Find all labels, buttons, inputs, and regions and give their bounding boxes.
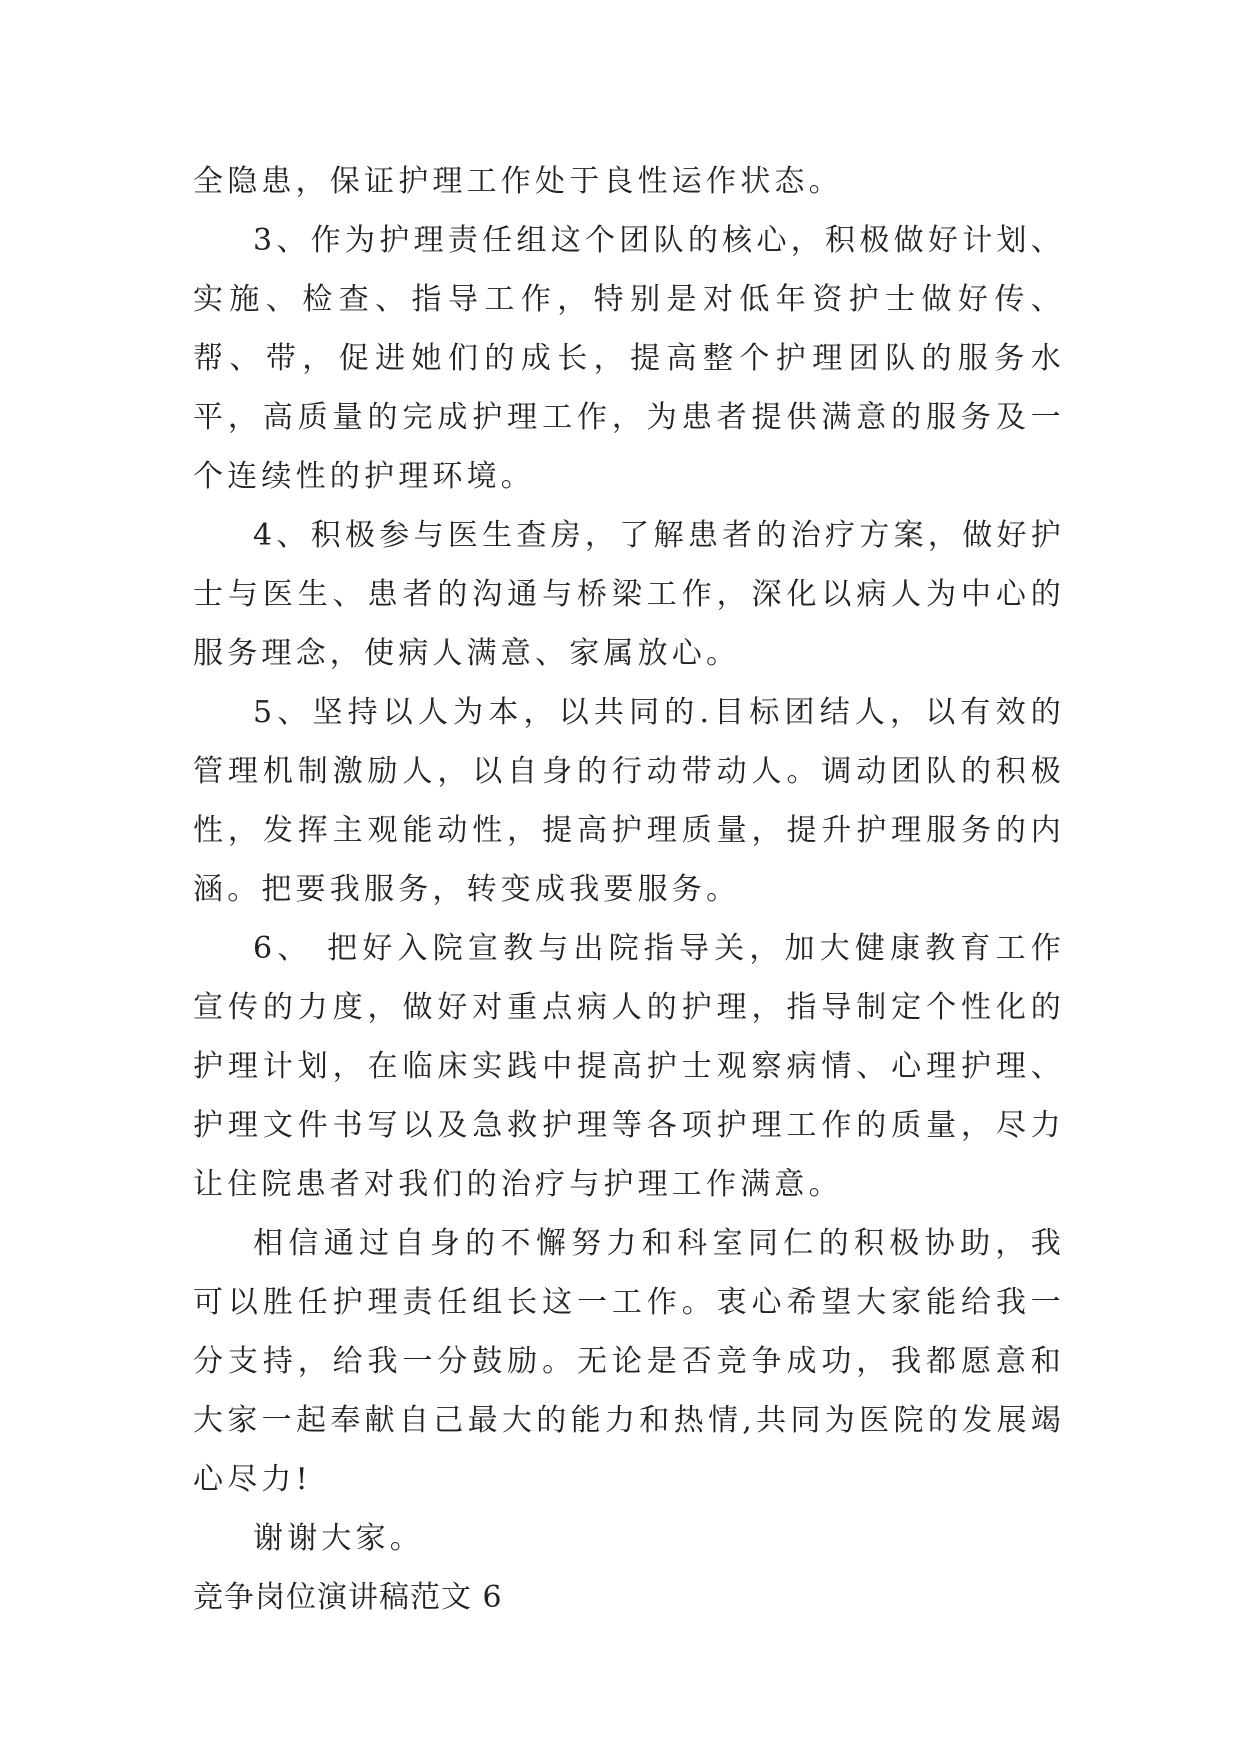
paragraph-continuation: 全隐患，保证护理工作处于良性运作状态。 <box>193 164 843 199</box>
paragraph-item-5: 5、坚持以人为本，以共同的.目标团结人，以有效的管理机制激励人，以自身的行动带动人。调动团队的积极性，发挥主观能动性，提高护理质量，提升护理服务的内涵。把要我服务，转变成我要服务。 <box>193 695 1065 907</box>
paragraph-item-6: 6、 把好入院宣教与出院指导关，加大健康教育工作宣传的力度，做好对重点病人的护理，指导制定个性化的护理计划，在临床实践中提高护士观察病情、心理护理、护理文件书写以及急救护理等各项护理工作的质量，尽力让住院患者对我们的治疗与护理工作满意。 <box>193 931 1065 1202</box>
paragraph-thanks: 谢谢大家。 <box>253 1521 424 1556</box>
document-body <box>193 152 1065 1627</box>
paragraph-closing: 相信通过自身的不懈努力和科室同仁的积极协助，我可以胜任护理责任组长这一工作。衷心希望大家能给我一分支持，给我一分鼓励。无论是否竞争成功，我都愿意和大家一起奉献自己最大的能力和热情,共同为医院的发展竭心尽力! <box>193 1226 1065 1497</box>
section-heading: 竞争岗位演讲稿范文 6 <box>193 1580 503 1615</box>
paragraph-item-4: 4、积极参与医生查房，了解患者的治疗方案，做好护士与医生、患者的沟通与桥梁工作，深化以病人为中心的服务理念，使病人满意、家属放心。 <box>193 518 1065 671</box>
paragraph-item-3: 3、作为护理责任组这个团队的核心，积极做好计划、实施、检查、指导工作，特别是对低年资护士做好传、帮、带，促进她们的成长，提高整个护理团队的服务水平，高质量的完成护理工作，为患者提供满意的服务及一个连续性的护理环境。 <box>193 223 1065 494</box>
